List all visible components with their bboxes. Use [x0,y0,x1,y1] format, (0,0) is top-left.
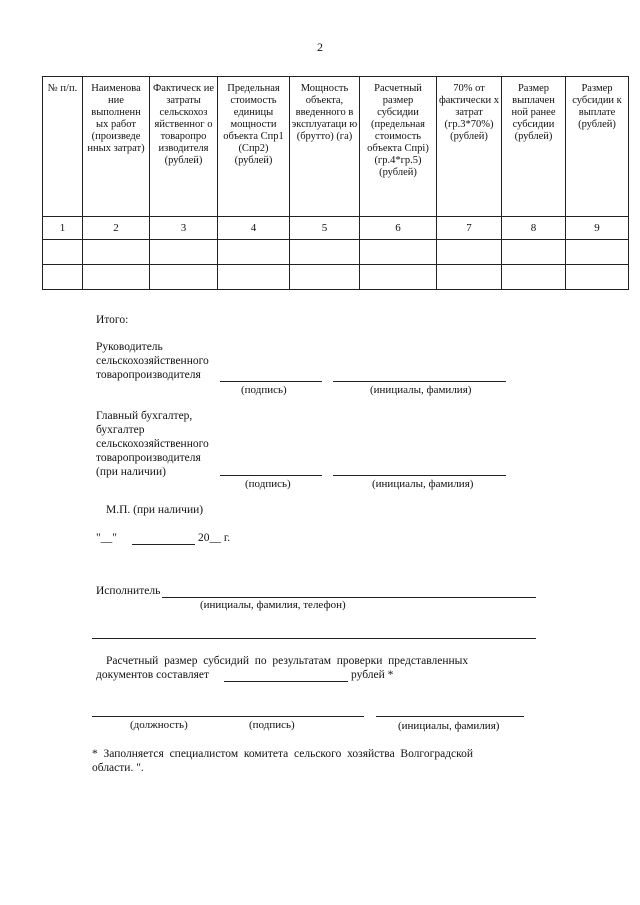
accountant-name-caption: (инициалы, фамилия) [372,478,474,490]
header-cell: 70% от фактически х затрат (гр.3*70%) (рублей) [437,77,502,217]
header-cell: Предельная стоимость единицы мощности объекта Спр1 (Спр2) (рублей) [218,77,290,217]
executor-label: Исполнитель [96,585,161,597]
stamp-label: М.П. (при наличии) [106,504,204,516]
table-cell [83,240,150,265]
executor-caption: (инициалы, фамилия, телефон) [200,599,346,611]
column-number: 6 [360,217,437,240]
accountant-sign-caption: (подпись) [245,478,291,490]
accountant-title-line2: бухгалтер [96,424,145,436]
date-year: 20__ г. [198,532,231,544]
table-row [43,240,629,265]
column-number: 3 [150,217,218,240]
table-cell [290,240,360,265]
subsidy-table [42,76,629,290]
table-header-row [43,77,629,217]
table-cell [437,265,502,290]
column-number: 7 [437,217,502,240]
table-cell [150,240,218,265]
totals-label: Итого: [96,314,129,326]
accountant-signature-line [220,475,322,476]
table-cell [437,240,502,265]
position-sign-line [92,716,364,717]
column-number: 4 [218,217,290,240]
date-month-line [132,544,195,545]
column-number: 2 [83,217,150,240]
calc-text-prefix: документов составляет [96,669,210,681]
column-number: 9 [566,217,629,240]
accountant-title-line5: (при наличии) [96,466,166,478]
column-number: 1 [43,217,83,240]
head-name-caption: (инициалы, фамилия) [370,384,472,396]
accountant-title-line3: сельскохозяйственного [96,438,209,450]
page-number: 2 [317,40,323,54]
head-title-line2: сельскохозяйственного [96,355,209,367]
official-name-caption: (инициалы, фамилия) [398,720,500,732]
table-cell [43,240,83,265]
table-cell [218,240,290,265]
table-cell [360,240,437,265]
extra-line [92,638,536,639]
table-cell [566,265,629,290]
official-sign-caption: (подпись) [249,719,295,731]
table-cell [360,265,437,290]
footnote-line1: * Заполняется специалистом комитета сельского хозяйства Волгоградской [92,748,474,760]
accountant-name-line [333,475,506,476]
column-number: 5 [290,217,360,240]
header-cell: Фактическ ие затраты сельскохоз яйственног о товаропро изводителя (рублей) [150,77,218,217]
calc-text-suffix: рублей * [351,669,394,681]
table-cell [218,265,290,290]
header-cell: Наименова ние выполненн ых работ (произведе нных затрат) [83,77,150,217]
accountant-title-line1: Главный бухгалтер, [96,410,193,422]
table-cell [502,265,566,290]
column-number: 8 [502,217,566,240]
head-title-line3: товаропроизводителя [96,369,201,381]
table-cell [566,240,629,265]
head-signature-line [220,381,322,382]
table-cell [43,265,83,290]
position-caption: (должность) [130,719,188,731]
header-cell: Расчетный размер субсидии (предельная стоимость объекта Спрi) (гр.4*гр.5) (рублей) [360,77,437,217]
column-number-row [43,217,629,240]
official-name-line [376,716,524,717]
head-name-line [333,381,506,382]
date-day: "__" [96,532,117,544]
footnote-line2: области. ". [92,762,144,774]
header-cell: Размер субсидии к выплате (рублей) [566,77,629,217]
table-cell [150,265,218,290]
table-cell [83,265,150,290]
accountant-title-line4: товаропроизводителя [96,452,201,464]
header-cell: Размер выплачен ной ранее субсидии (рублей) [502,77,566,217]
head-title-line1: Руководитель [96,341,163,353]
header-cell: № п/п. [43,77,83,217]
table-cell [290,265,360,290]
executor-line [162,597,536,598]
table-row [43,265,629,290]
calc-text-line1: Расчетный размер субсидий по результатам проверки представленных [106,655,469,667]
calc-amount-line [224,681,348,682]
header-cell: Мощность объекта, введенного в эксплуатаци ю (брутто) (га) [290,77,360,217]
head-sign-caption: (подпись) [241,384,287,396]
table-cell [502,240,566,265]
